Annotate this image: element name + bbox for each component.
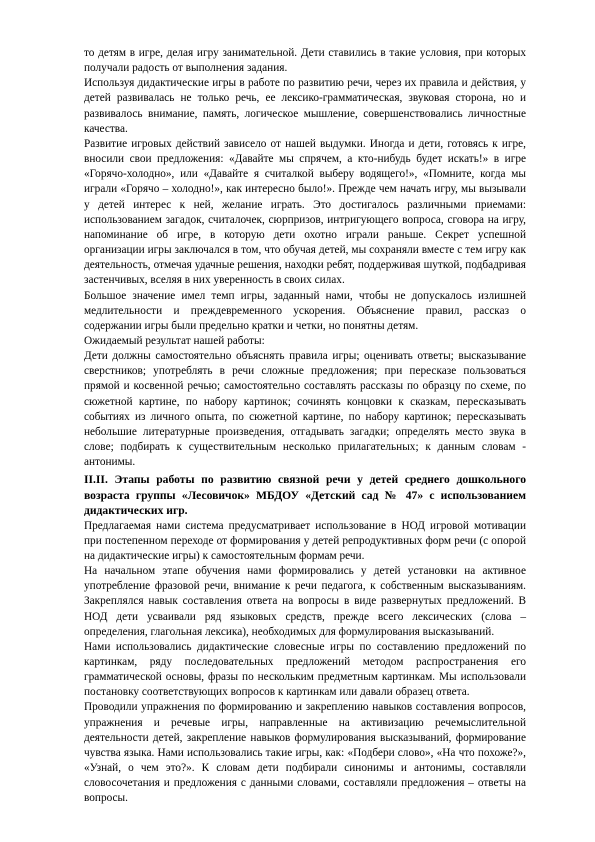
paragraph-intro: то детям в игре, делая игру занимательной. Дети ставились в такие условия, при которых получали радость от выполнения задания. xyxy=(84,47,526,75)
paragraph-didactic-games: Используя дидактические игры в работе по развитию речи, через их правила и действия, у детей развивалась не только речь, ее лексико-грамматическая, звуковая сторона, но и развивалось внимание, память, логическое мышление, совершенствовались личностные качества. xyxy=(84,77,526,135)
document-page xyxy=(84,46,526,807)
section-heading: II.II. Этапы работы по развитию связной речи у детей среднего дошкольного возраста группы «Лесовичок» МБДОУ «Детский сад № 47» с использованием дидактических игр. xyxy=(84,473,526,518)
paragraph-game-tempo: Большое значение имел темп игры, заданный нами, чтобы не допускалось излишней медлительности и преждевременного ускорения. Объяснение правил, рассказ о содержании игры были предельно кратки и четки, но понятны детям. xyxy=(84,289,526,332)
paragraph-expected-result: Ожидаемый результат нашей работы: xyxy=(84,334,265,347)
paragraph-proposed-system: Предлагаемая нами система предусматривает использование в НОД игровой мотивации при постепенном переходе от формирования у детей репродуктивных форм речи (с опорой на дидактические игры) к самостоятельным формам речи. xyxy=(84,519,526,562)
paragraph-word-games: Нами использовались дидактические словесные игры по составлению предложений по картинкам, ряду последовательных предложений методом распространения его грамматической основы, фразы по нескольким предметным картинкам. Мы использовали постановку соответствующих вопросов к картинкам или давали образец ответа. xyxy=(84,640,526,699)
paragraph-children-skills: Дети должны самостоятельно объяснять правила игры; оценивать ответы; высказывание сверстников; употреблять в речи сложные предложения; при пересказе пользоваться прямой и косвенной речью; самостоятельно составлять рассказы по образцу по схеме, по сюжетной картине, по набору картинок; сочинять концовки к сказкам, пересказывать событиях из личного опыта, по сюжетной картине, по набору картинок; пересказывать небольшие литературные произведения, отгадывать загадки; определять место звука в слове; подбирать к существительным несколько прилагательных; к данным словам - антонимы. xyxy=(84,350,526,469)
paragraph-game-actions: Развитие игровых действий зависело от нашей выдумки. Иногда и дети, готовясь к игре, вносили свои предложения: «Давайте мы спрячем, а кто-нибудь будет искать!» в игре «Горячо-холодно», или «Давайте я считалкой выберу водящего!», «Помните, когда мы играли «Горячо – холодно!», как интересно было!». Прежде чем начать игру, мы вызывали у детей интерес к ней, желание играть. Это достигалось различными приемами: использованием загадок, считалочек, сюрпризов, интригующего вопроса, сговора на игру, напоминание об игре, в которую дети охотно играли раньше. Секрет успешной организации игры заключался в том, что обучая детей, мы сохраняли вместе с тем игру как деятельность, отмечая удачные решения, находки ребят, поддерживая шуткой, подбадривая застенчивых, вселяя в них уверенность в своих силах. xyxy=(84,137,526,287)
paragraph-initial-stage: На начальном этапе обучения нами формировались у детей установки на активное употребление фразовой речи, внимание к речи педагога, к собственным высказываниям. Закреплялся навык составления ответа на вопросы в виде развернутых предложений. В НОД дети усваивали ряд языковых средств, прежде всего лексических (слова – определения, глагольная лексика), необходимых для формулирования высказываний. xyxy=(84,565,526,638)
paragraph-exercises: Проводили упражнения по формированию и закреплению навыков составления вопросов, упражнения и речевые игры, направленные на активизацию речемыслительной деятельности детей, закрепление навыков формулирования высказываний, формирование чувства языка. Нами использовались такие игры, как: «Подбери слово», «На что похоже?», «Узнай, о чем это?». К словам дети подбирали синонимы и антонимы, составляли словосочетания и предложения с данными словами, составляли предложения – ответы на вопросы. xyxy=(84,701,526,805)
